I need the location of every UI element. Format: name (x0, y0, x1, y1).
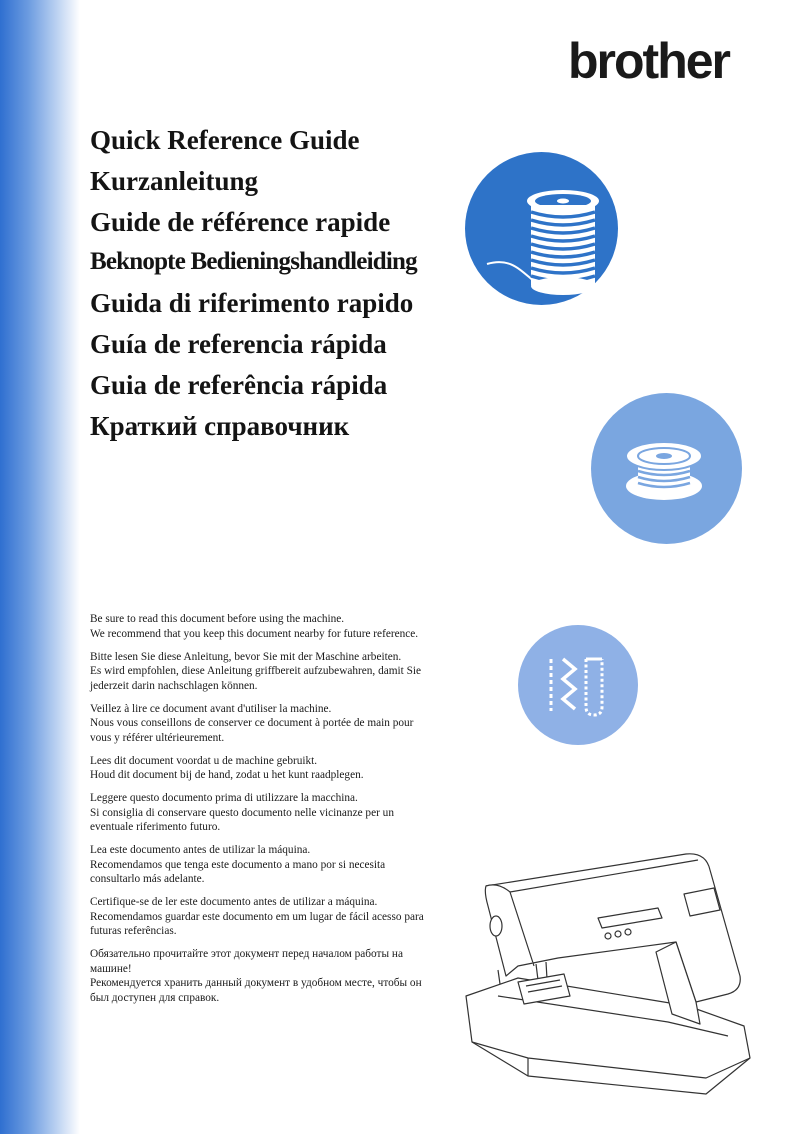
brand-logo (568, 30, 768, 90)
title-fr: Guide de référence rapide (90, 206, 391, 237)
title-es: Guía de referencia rápida (90, 328, 387, 359)
title-nl: Beknopte Bedieningshandleiding (90, 248, 417, 276)
stitch-pattern-circle (518, 625, 638, 745)
title-pt: Guia de referência rápida (90, 369, 388, 400)
brand-logo-text: brother (568, 33, 729, 89)
title-en: Quick Reference Guide (90, 125, 360, 155)
note-es: Lea este documento antes de utilizar la máquina. Recomendamos que tenga este documento a mano por si necesita consultarlo más adelante. (90, 844, 386, 885)
note-de: Bitte lesen Sie diese Anleitung, bevor Sie mit der Maschine arbeiten. Es wird empfohlen, diese Anleitung griffbereit aufzubewahren, damit Sie jederzeit darin nachschlagen können. (90, 650, 422, 692)
note-pt: Certifique-se de ler este documento antes de utilizar a máquina. Recomendamos guardar este documento em um lugar de fácil acesso para futuras referências. (90, 896, 424, 937)
title-list (90, 120, 417, 446)
note-ru: Обязательно прочитайте этот документ перед началом работы на машине! Рекомендуется хранить данный документ в удобном месте, чтобы он был доступен для справок. (90, 948, 422, 1004)
sewing-machine-icon (458, 846, 778, 1098)
note-it: Leggere questo documento prima di utilizzare la macchina. Si consiglia di conservare questo documento nelle vicinanze per un eventuale riferimento futuro. (90, 792, 394, 833)
thread-spool-circle (465, 152, 618, 305)
stitch-pattern-icon (518, 625, 638, 745)
blue-gradient-strip (0, 0, 80, 1134)
note-fr: Veillez à lire ce document avant d'utiliser la machine. Nous vous conseillons de conserver ce document à portée de main pour vous y référer ultérieurement. (90, 702, 414, 744)
title-ru: Краткий справочник (90, 410, 350, 441)
title-de: Kurzanleitung (90, 165, 259, 196)
title-it: Guida di riferimento rapido (90, 288, 414, 319)
note-en: Be sure to read this document before using the machine. We recommend that you keep this document nearby for future reference. (90, 613, 419, 640)
note-nl: Lees dit document voordat u de machine gebruikt. Houd dit document bij de hand, zodat u het kunt raadplegen. (90, 754, 364, 781)
sewing-machine-illustration (458, 846, 778, 1098)
bobbin-icon (591, 393, 742, 544)
bobbin-circle (591, 393, 742, 544)
notes-section (90, 612, 435, 1014)
thread-spool-icon (465, 152, 618, 305)
